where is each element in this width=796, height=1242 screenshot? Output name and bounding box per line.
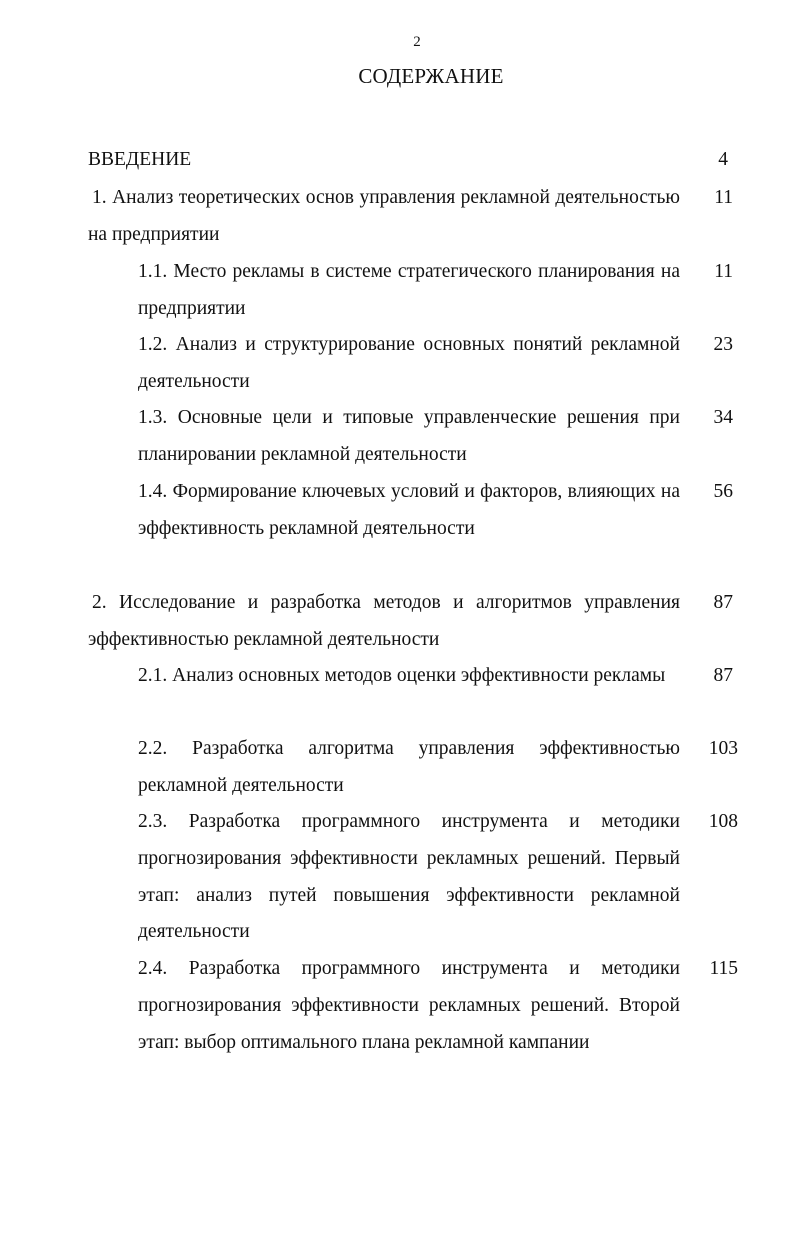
toc-entry-text: 1.1. Место рекламы в системе стратегического планирования на предприятии xyxy=(138,261,680,319)
toc-entry-text: 2.4. Разработка программного инструмента и методики прогнозирования эффективности рекламных решений. Второй этап: выбор оптимального плана рекламной кампании xyxy=(138,958,680,1053)
toc-entry-page: 11 xyxy=(714,261,733,282)
toc-entry-text: 1. Анализ теоретических основ управления рекламной деятельностью на предприятии xyxy=(88,187,680,245)
toc-entry-text: 1.2. Анализ и структурирование основных понятий рекламной деятельности xyxy=(138,334,680,392)
toc-entry-page: 23 xyxy=(713,334,733,355)
toc-entry-text: 1.3. Основные цели и типовые управленческие решения при планировании рекламной деятельности xyxy=(138,407,680,465)
toc-entry-page: 11 xyxy=(714,187,733,208)
toc-entry-page: 87 xyxy=(713,592,733,613)
toc-entry-text: ВВЕДЕНИЕ xyxy=(88,149,192,170)
toc-entry-text: 1.4. Формирование ключевых условий и факторов, влияющих на эффективность рекламной деятельности xyxy=(138,481,680,539)
toc-entry-text: 2.3. Разработка программного инструмента и методики прогнозирования эффективности рекламных решений. Первый этап: анализ путей повышения эффективности рекламной деятельности xyxy=(138,811,680,943)
toc-entry-text: 2.1. Анализ основных методов оценки эффективности рекламы xyxy=(138,665,666,686)
toc-entry-text: 2. Исследование и разработка методов и алгоритмов управления эффективностью рекламной деятельности xyxy=(88,592,680,650)
page-number: 2 xyxy=(413,34,421,50)
toc-entry-page: 115 xyxy=(709,958,738,979)
toc-entry-text: 2.2. Разработка алгоритма управления эффективностью рекламной деятельности xyxy=(138,738,680,796)
toc-entry-page: 87 xyxy=(713,665,733,686)
toc-entry-page: 34 xyxy=(713,407,733,428)
toc-entry-page: 103 xyxy=(708,738,738,759)
toc-entry-page: 108 xyxy=(708,811,738,832)
toc-entry-page: 56 xyxy=(713,481,733,502)
toc-entry-page: 4 xyxy=(718,149,728,170)
toc-title: СОДЕРЖАНИЕ xyxy=(358,64,504,88)
